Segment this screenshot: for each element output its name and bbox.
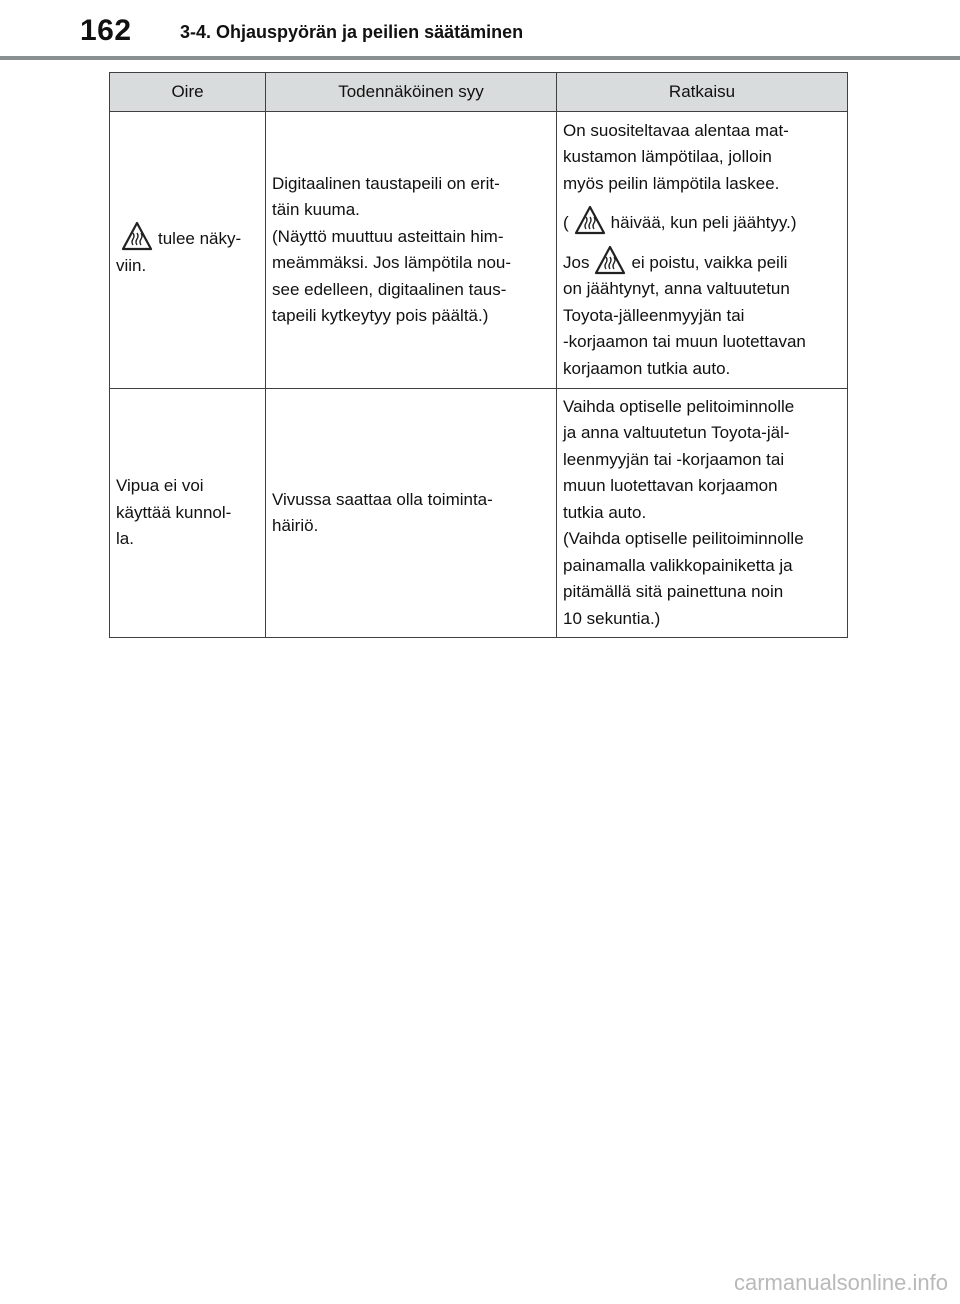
symptom-text: tulee näky- xyxy=(158,229,242,248)
cause-cell xyxy=(266,389,557,638)
cause-line: Digitaalinen taustapeili on erit- xyxy=(272,173,500,193)
table-header-row xyxy=(110,73,848,112)
solution-line: on jäähtynyt, anna valtuutetun xyxy=(563,279,790,299)
table-row xyxy=(110,389,848,638)
solution-line: korjaamon tutkia auto. xyxy=(563,358,731,378)
cause-line: see edelleen, digitaalinen taus- xyxy=(272,279,507,299)
cause-line: täin kuuma. xyxy=(272,200,360,219)
symptom-cell xyxy=(110,112,266,389)
solution-line: painamalla valikkopainiketta ja xyxy=(563,555,793,575)
troubleshooting-table xyxy=(109,72,848,638)
page-number: 162 xyxy=(80,14,132,47)
column-header-cause: Todennäköinen syy xyxy=(266,73,557,112)
cause-line: (Näyttö muuttuu asteittain him- xyxy=(272,226,504,246)
header-divider xyxy=(0,56,960,60)
cause-line: Vivussa saattaa olla toiminta- xyxy=(272,489,493,509)
solution-line: pitämällä sitä painettuna noin xyxy=(563,582,784,602)
symptom-line: käyttää kunnol- xyxy=(116,502,232,522)
solution-line: Vaihda optiselle pelitoiminnolle xyxy=(563,396,795,416)
column-header-solution: Ratkaisu xyxy=(557,73,848,112)
solution-line: leenmyyjän tai -korjaamon tai xyxy=(563,449,785,469)
cause-cell xyxy=(266,112,557,389)
solution-line: Toyota-jälleenmyyjän tai xyxy=(563,305,745,325)
page-header xyxy=(0,0,960,60)
solution-line: kustamon lämpötilaa, jolloin xyxy=(563,147,772,167)
solution-line: myös peilin lämpötila laskee. xyxy=(563,173,780,193)
symptom-line: la. xyxy=(116,529,134,549)
symptom-line: Vipua ei voi xyxy=(116,476,204,496)
cause-line: häiriö. xyxy=(272,516,319,535)
heat-warning-triangle-icon xyxy=(574,205,606,235)
solution-line: Jos xyxy=(563,252,590,272)
solution-line: muun luotettavan korjaamon xyxy=(563,476,778,496)
solution-line: häivää, kun peli jäähtyy.) xyxy=(610,213,797,233)
column-header-symptom: Oire xyxy=(110,73,266,112)
solution-line: -korjaamon tai muun luotettavan xyxy=(563,332,806,352)
symptom-text-cont: viin. xyxy=(116,255,147,275)
solution-line: ja anna valtuutetun Toyota-jäl- xyxy=(563,423,790,443)
solution-line: tutkia auto. xyxy=(563,502,647,522)
symptom-cell xyxy=(110,389,266,638)
solution-line: 10 sekuntia.) xyxy=(563,608,661,628)
table-row xyxy=(110,112,848,389)
solution-paren: ( xyxy=(563,213,569,233)
heat-warning-triangle-icon xyxy=(121,221,153,251)
solution-cell xyxy=(557,389,848,638)
cause-line: tapeili kytkeytyy pois päältä.) xyxy=(272,306,489,325)
heat-warning-triangle-icon xyxy=(594,245,626,275)
solution-line: On suositeltavaa alentaa mat- xyxy=(563,120,789,140)
cause-line: meämmäksi. Jos lämpötila nou- xyxy=(272,253,512,272)
solution-cell xyxy=(557,112,848,389)
site-watermark[interactable]: carmanualsonline.info xyxy=(733,1270,948,1295)
section-title: 3-4. Ohjauspyörän ja peilien säätäminen xyxy=(180,22,524,42)
solution-line: (Vaihda optiselle peilitoiminnolle xyxy=(563,529,804,549)
solution-line: ei poistu, vaikka peili xyxy=(631,252,788,272)
